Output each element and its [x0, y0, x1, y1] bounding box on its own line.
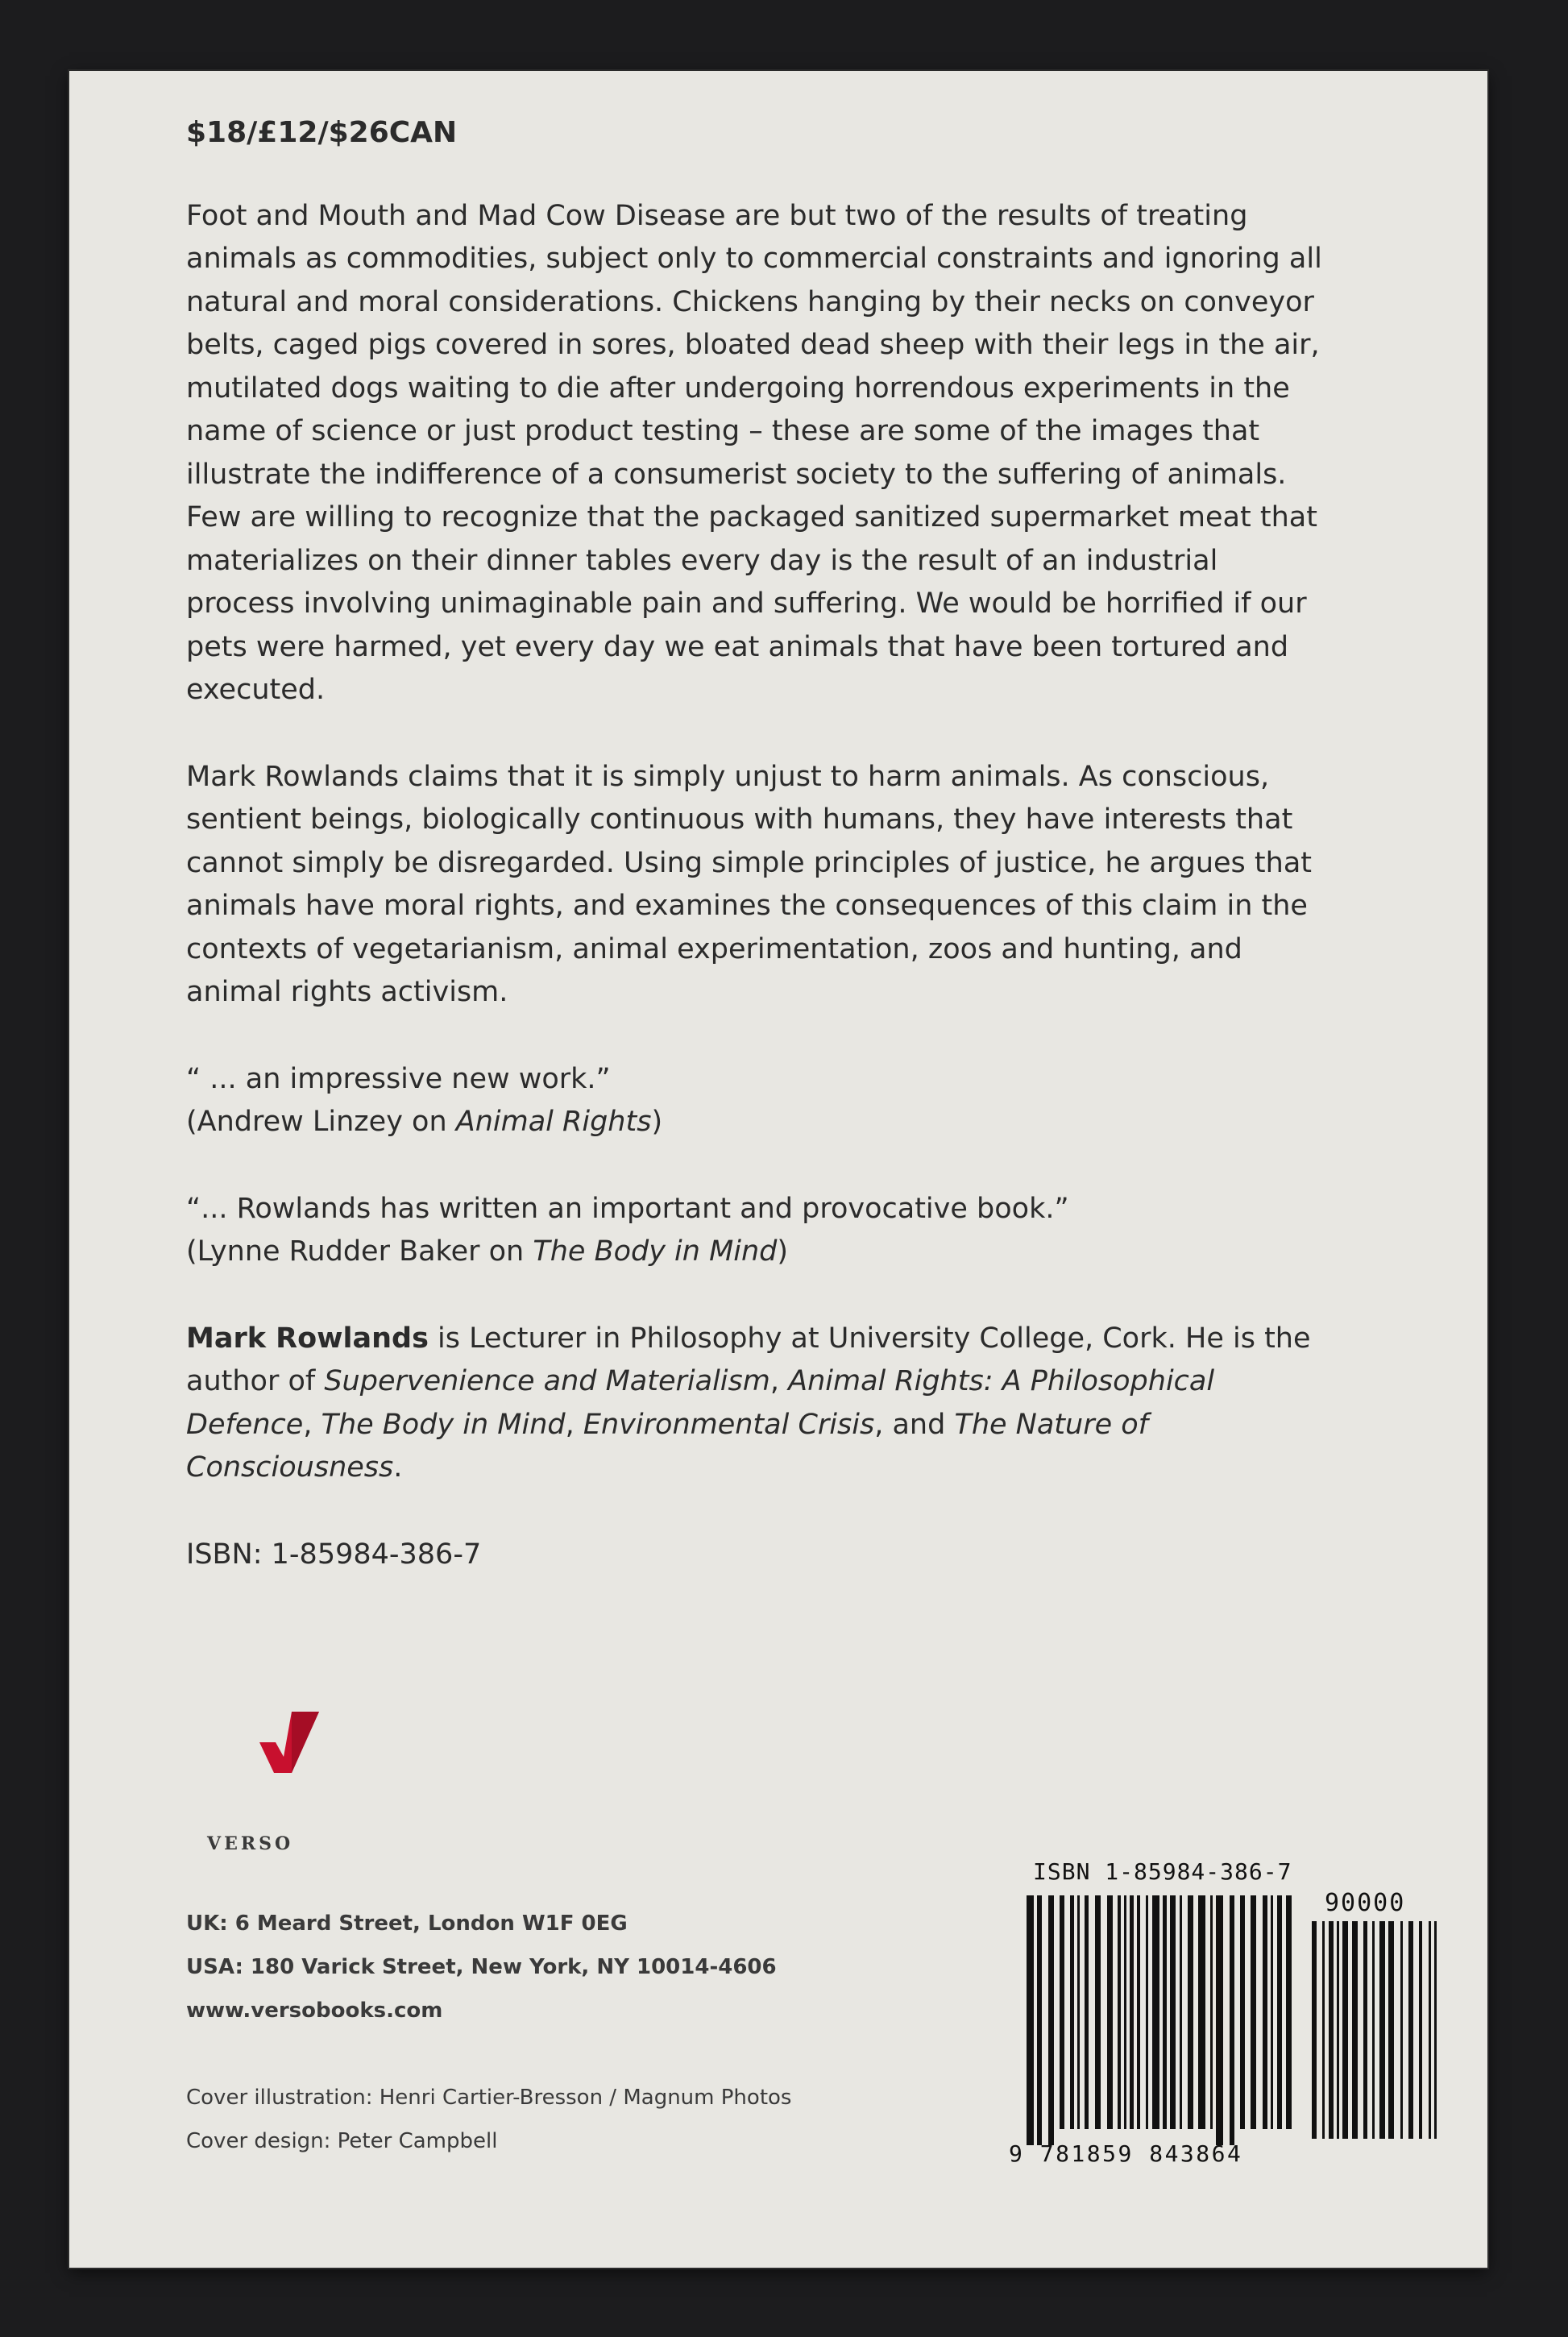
- barcode-bar: [1124, 1895, 1126, 2129]
- barcode-bar: [1388, 1921, 1394, 2139]
- illustration-credit: Cover illustration: Henri Cartier-Bresson / Magnum Photos: [186, 2086, 792, 2110]
- barcode-bar: [1048, 1895, 1054, 2145]
- blurb-paragraph-2: Mark Rowlands claims that it is simply unjust to harm animals. As conscious, sentient beings, biologically continuous with humans, they have interests that cannot simply be disregarded. Using simple principles of justice, he argues that animals have moral rights, and examines the consequences of this claim in the contexts of vegetarianism, animal experimentation, zoos and hunting, and animal rights activism.: [186, 760, 1312, 1008]
- barcode-price-code: 90000: [1325, 1889, 1406, 1917]
- barcode-bar: [1286, 1895, 1292, 2129]
- barcode-bar: [1118, 1895, 1121, 2129]
- barcode-bar: [1137, 1895, 1140, 2129]
- cover-credits: [186, 2076, 791, 2163]
- barcode-bar: [1372, 1921, 1375, 2139]
- barcode-bar: [1210, 1895, 1213, 2129]
- barcode-bar: [1240, 1895, 1245, 2129]
- price: $18/£12/$26CAN: [186, 116, 458, 149]
- barcode-bar: [1216, 1895, 1223, 2145]
- quote-text: “... Rowlands has written an important and provocative book.”: [186, 1192, 1069, 1225]
- barcode-bar: [1342, 1921, 1348, 2139]
- barcode-bar: [1337, 1921, 1339, 2139]
- barcode-bar: [1263, 1895, 1267, 2129]
- barcode-bar: [1400, 1921, 1403, 2139]
- quote-source: (Lynne Rudder Baker on The Body in Mind): [186, 1235, 789, 1268]
- uk-address: UK: 6 Meard Street, London W1F 0EG: [186, 1912, 628, 1936]
- verso-logo-icon: [214, 1705, 335, 1802]
- barcode-bar: [1027, 1895, 1034, 2145]
- barcode-bar: [1322, 1921, 1325, 2139]
- barcode-bar: [1277, 1895, 1282, 2129]
- barcode-bar: [1251, 1895, 1256, 2129]
- barcode-bar: [1152, 1895, 1159, 2129]
- quote-1: [186, 1058, 1330, 1144]
- logo-wordmark: VERSO: [207, 1833, 294, 1854]
- barcode-isbn-label: ISBN 1-85984-386-7: [1033, 1858, 1292, 1885]
- barcode-bar: [1163, 1895, 1167, 2129]
- blurb-paragraph-1: Foot and Mouth and Mad Cow Disease are but two of the results of treating animals as commodities, subject only to commercial constraints and ignoring all natural and moral considerations. Chickens hanging by their necks on conveyor belts, caged pigs covered in sores, bloated dead sheep with their legs in the air, mutilated dogs waiting to die after undergoing horrendous experiments in the name of science or just product testing – these are some of the images that illustrate the indifference of a consumerist society to the suffering of animals. Few are willing to recognize that the packaged sanitized supermarket meat that materializes on their dinner tables every day is the result of an industrial process involving unimaginable pain and suffering. We would be horrified if our pets were harmed, yet every day we eat animals that have been tortured and executed.: [186, 199, 1322, 706]
- barcode-bar: [1060, 1895, 1064, 2129]
- book-back-cover: [69, 71, 1487, 2268]
- design-credit: Cover design: Peter Campbell: [186, 2129, 498, 2153]
- barcode-bar: [1188, 1895, 1193, 2129]
- barcode-bar: [1077, 1895, 1080, 2129]
- website: www.versobooks.com: [186, 1999, 443, 2023]
- barcode-bar: [1095, 1895, 1101, 2129]
- publisher-addresses: [186, 1902, 777, 2032]
- barcode-bar: [1419, 1921, 1422, 2139]
- barcode-bar: [1037, 1895, 1042, 2145]
- isbn-text: ISBN: 1-85984-386-7: [186, 1538, 482, 1571]
- barcode-bar: [1352, 1921, 1358, 2139]
- barcode-bar: [1180, 1895, 1182, 2129]
- barcode-bar: [1363, 1921, 1367, 2139]
- addon-barcode-bars-icon: [1312, 1921, 1441, 2139]
- barcode-bar: [1312, 1921, 1317, 2139]
- barcode-bar: [1085, 1895, 1089, 2129]
- quote-2: [186, 1188, 1330, 1274]
- usa-address: USA: 180 Varick Street, New York, NY 10014-4606: [186, 1955, 777, 1979]
- cover-text: [186, 111, 1330, 1576]
- barcode-bar: [1170, 1895, 1176, 2129]
- barcode-bar: [1379, 1921, 1385, 2139]
- barcode-digits: 9 781859 843864: [1009, 2140, 1243, 2167]
- barcode-bar: [1408, 1921, 1413, 2139]
- author-name: Mark Rowlands: [186, 1322, 429, 1355]
- barcode: [956, 1858, 1455, 2173]
- barcode-bar: [1329, 1921, 1334, 2139]
- barcode-bar: [1429, 1921, 1431, 2139]
- barcode-bar: [1198, 1895, 1205, 2129]
- barcode-bar: [1434, 1921, 1437, 2139]
- quote-text: “ ... an impressive new work.”: [186, 1062, 611, 1095]
- barcode-bar: [1230, 1895, 1234, 2145]
- barcode-bar: [1271, 1895, 1273, 2129]
- barcode-bar: [1130, 1895, 1134, 2129]
- barcode-bar: [1107, 1895, 1113, 2129]
- barcode-bar: [1070, 1895, 1074, 2129]
- author-bio: Mark Rowlands is Lecturer in Philosophy at University College, Cork. He is the author of Supervenience and Materialism, Animal Rights: A Philosophical Defence, The Body in Mind, Environmental Crisis, and The Nature of Consciousness.: [186, 1322, 1311, 1484]
- barcode-bar: [1146, 1895, 1148, 2129]
- quote-source: (Andrew Linzey on Animal Rights): [186, 1106, 663, 1138]
- barcode-bars-icon: [1027, 1895, 1300, 2145]
